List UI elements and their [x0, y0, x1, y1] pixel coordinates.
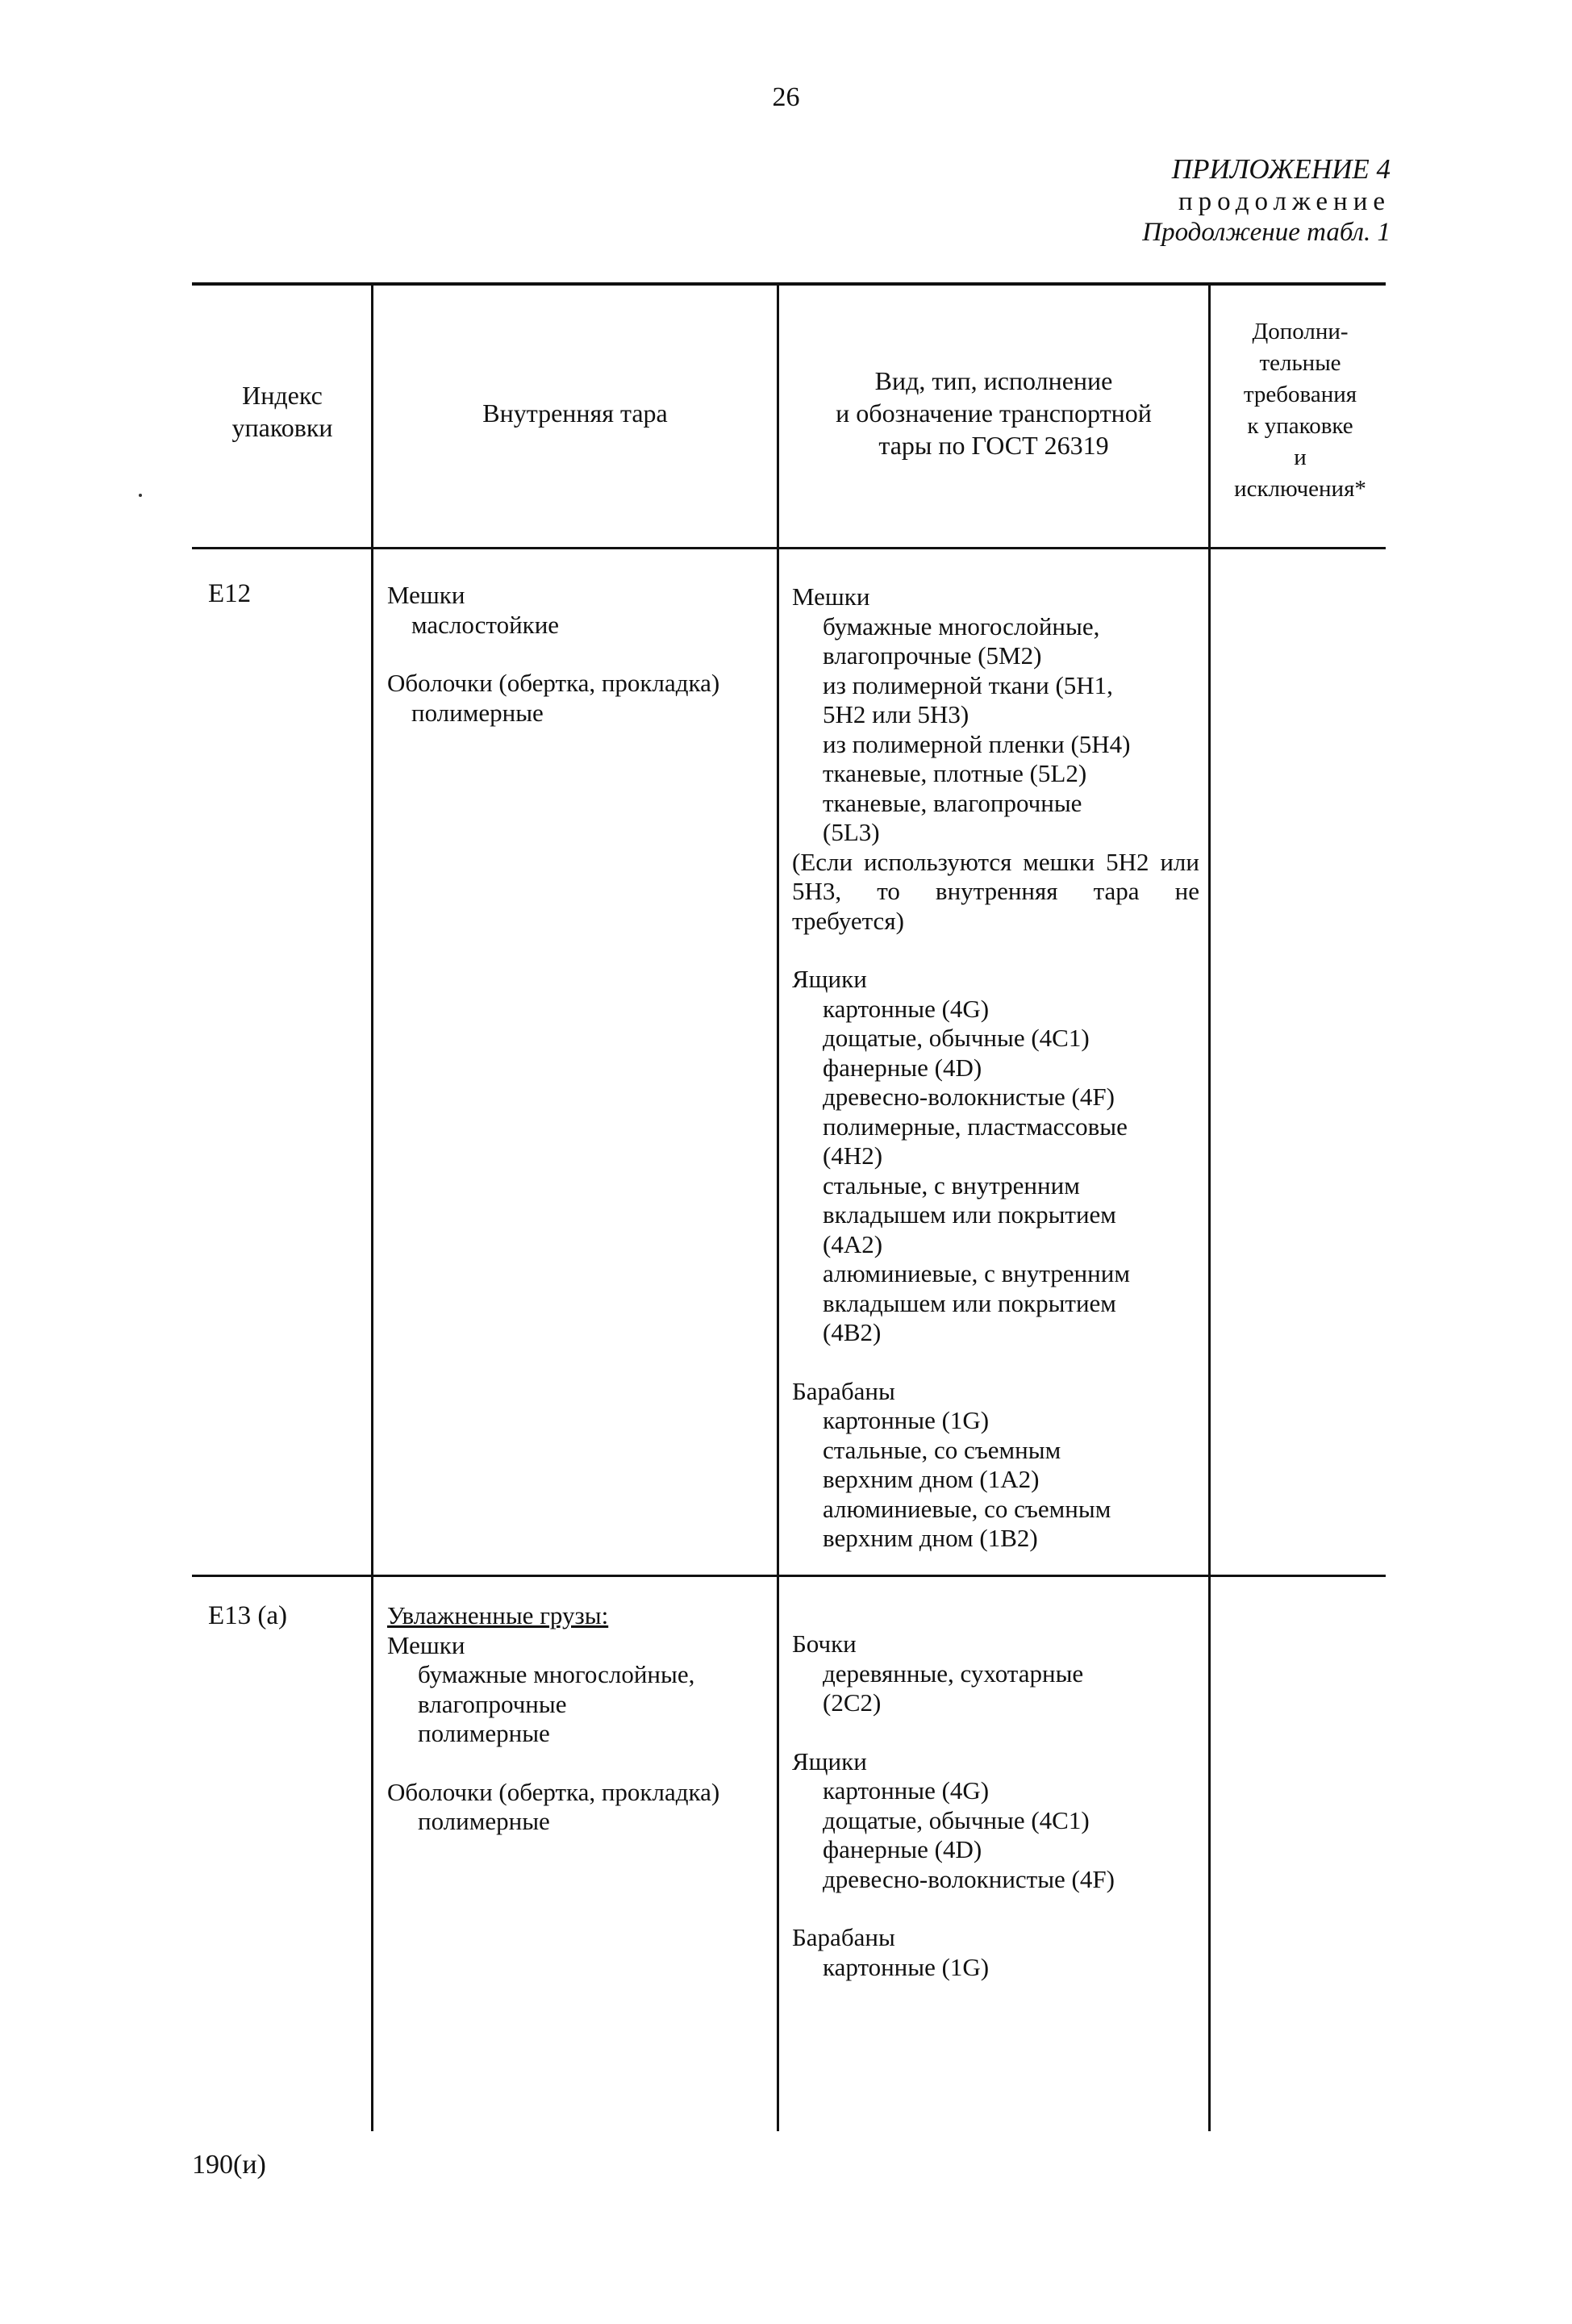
bags-note: (Если используются мешки 5Н2 или 5Н3, то внутренняя тара не требуется): [792, 847, 1199, 935]
row-e12-transport: Мешки бумажные многослойные, влагопрочные (5М2) из полимерной ткани (5Н1, 5Н2 или 5Н3) из полимерной пленки (5Н4) тканевые, плотные (5L2) тканевые, влагопрочные (5L3) (Если используются мешки 5Н2 или 5Н3, то внутренняя тара не требуется) Ящики картонные (4G) дощатые, обычные (4С1) фанерные (4D) древесно-волокнистые (4F) полимерные, пластмассовые (4Н2) стальные, с внутренним вкладышем или покрытием (4А2) алюминиевые, с внутренним вкладышем или покрытием (4В2) Барабаны картонные (1G) стальные, со съемным верхним дном (1А2) алюминиевые, со съемным верхним дном (1В2): [792, 582, 1199, 1552]
header-inner-packaging: Внутренняя тара: [482, 398, 668, 428]
speck: [139, 494, 142, 497]
table-divider-1: [371, 284, 373, 2131]
appendix-continuation: продолжение: [1178, 187, 1391, 216]
row-e13a-inner: Увлажненные грузы: Мешки бумажные многослойные, влагопрочные полимерные Оболочки (обертка, прокладка) полимерные: [387, 1601, 720, 1835]
page-number: 26: [772, 82, 800, 112]
row-index-e13a: Е13 (а): [208, 1601, 288, 1630]
row-index-e12: Е12: [208, 579, 252, 608]
header-transport-packaging: Вид, тип, исполнение и обозначение транспортной тары по ГОСТ 26319: [836, 366, 1152, 460]
table-divider-2: [777, 284, 779, 2131]
table-divider-3: [1208, 284, 1211, 2131]
row-e12-inner: Мешки маслостойкие Оболочки (обертка, прокладка) полимерные: [387, 581, 720, 727]
appendix-title: ПРИЛОЖЕНИЕ 4: [1171, 153, 1391, 185]
header-extra-requirements: Дополни- тельные требования к упаковке и исключения*: [1234, 319, 1366, 502]
page-footer-code: 190(и): [192, 2150, 266, 2180]
header-index: Индекс упаковки: [231, 381, 333, 442]
row-e13a-transport: Бочки деревянные, сухотарные (2С2) Ящики картонные (4G) дощатые, обычные (4С1) фанерные (4D) древесно-волокнистые (4F) Барабаны картонные (1G): [792, 1629, 1115, 1981]
table-continuation-label: Продолжение табл. 1: [1142, 218, 1391, 247]
